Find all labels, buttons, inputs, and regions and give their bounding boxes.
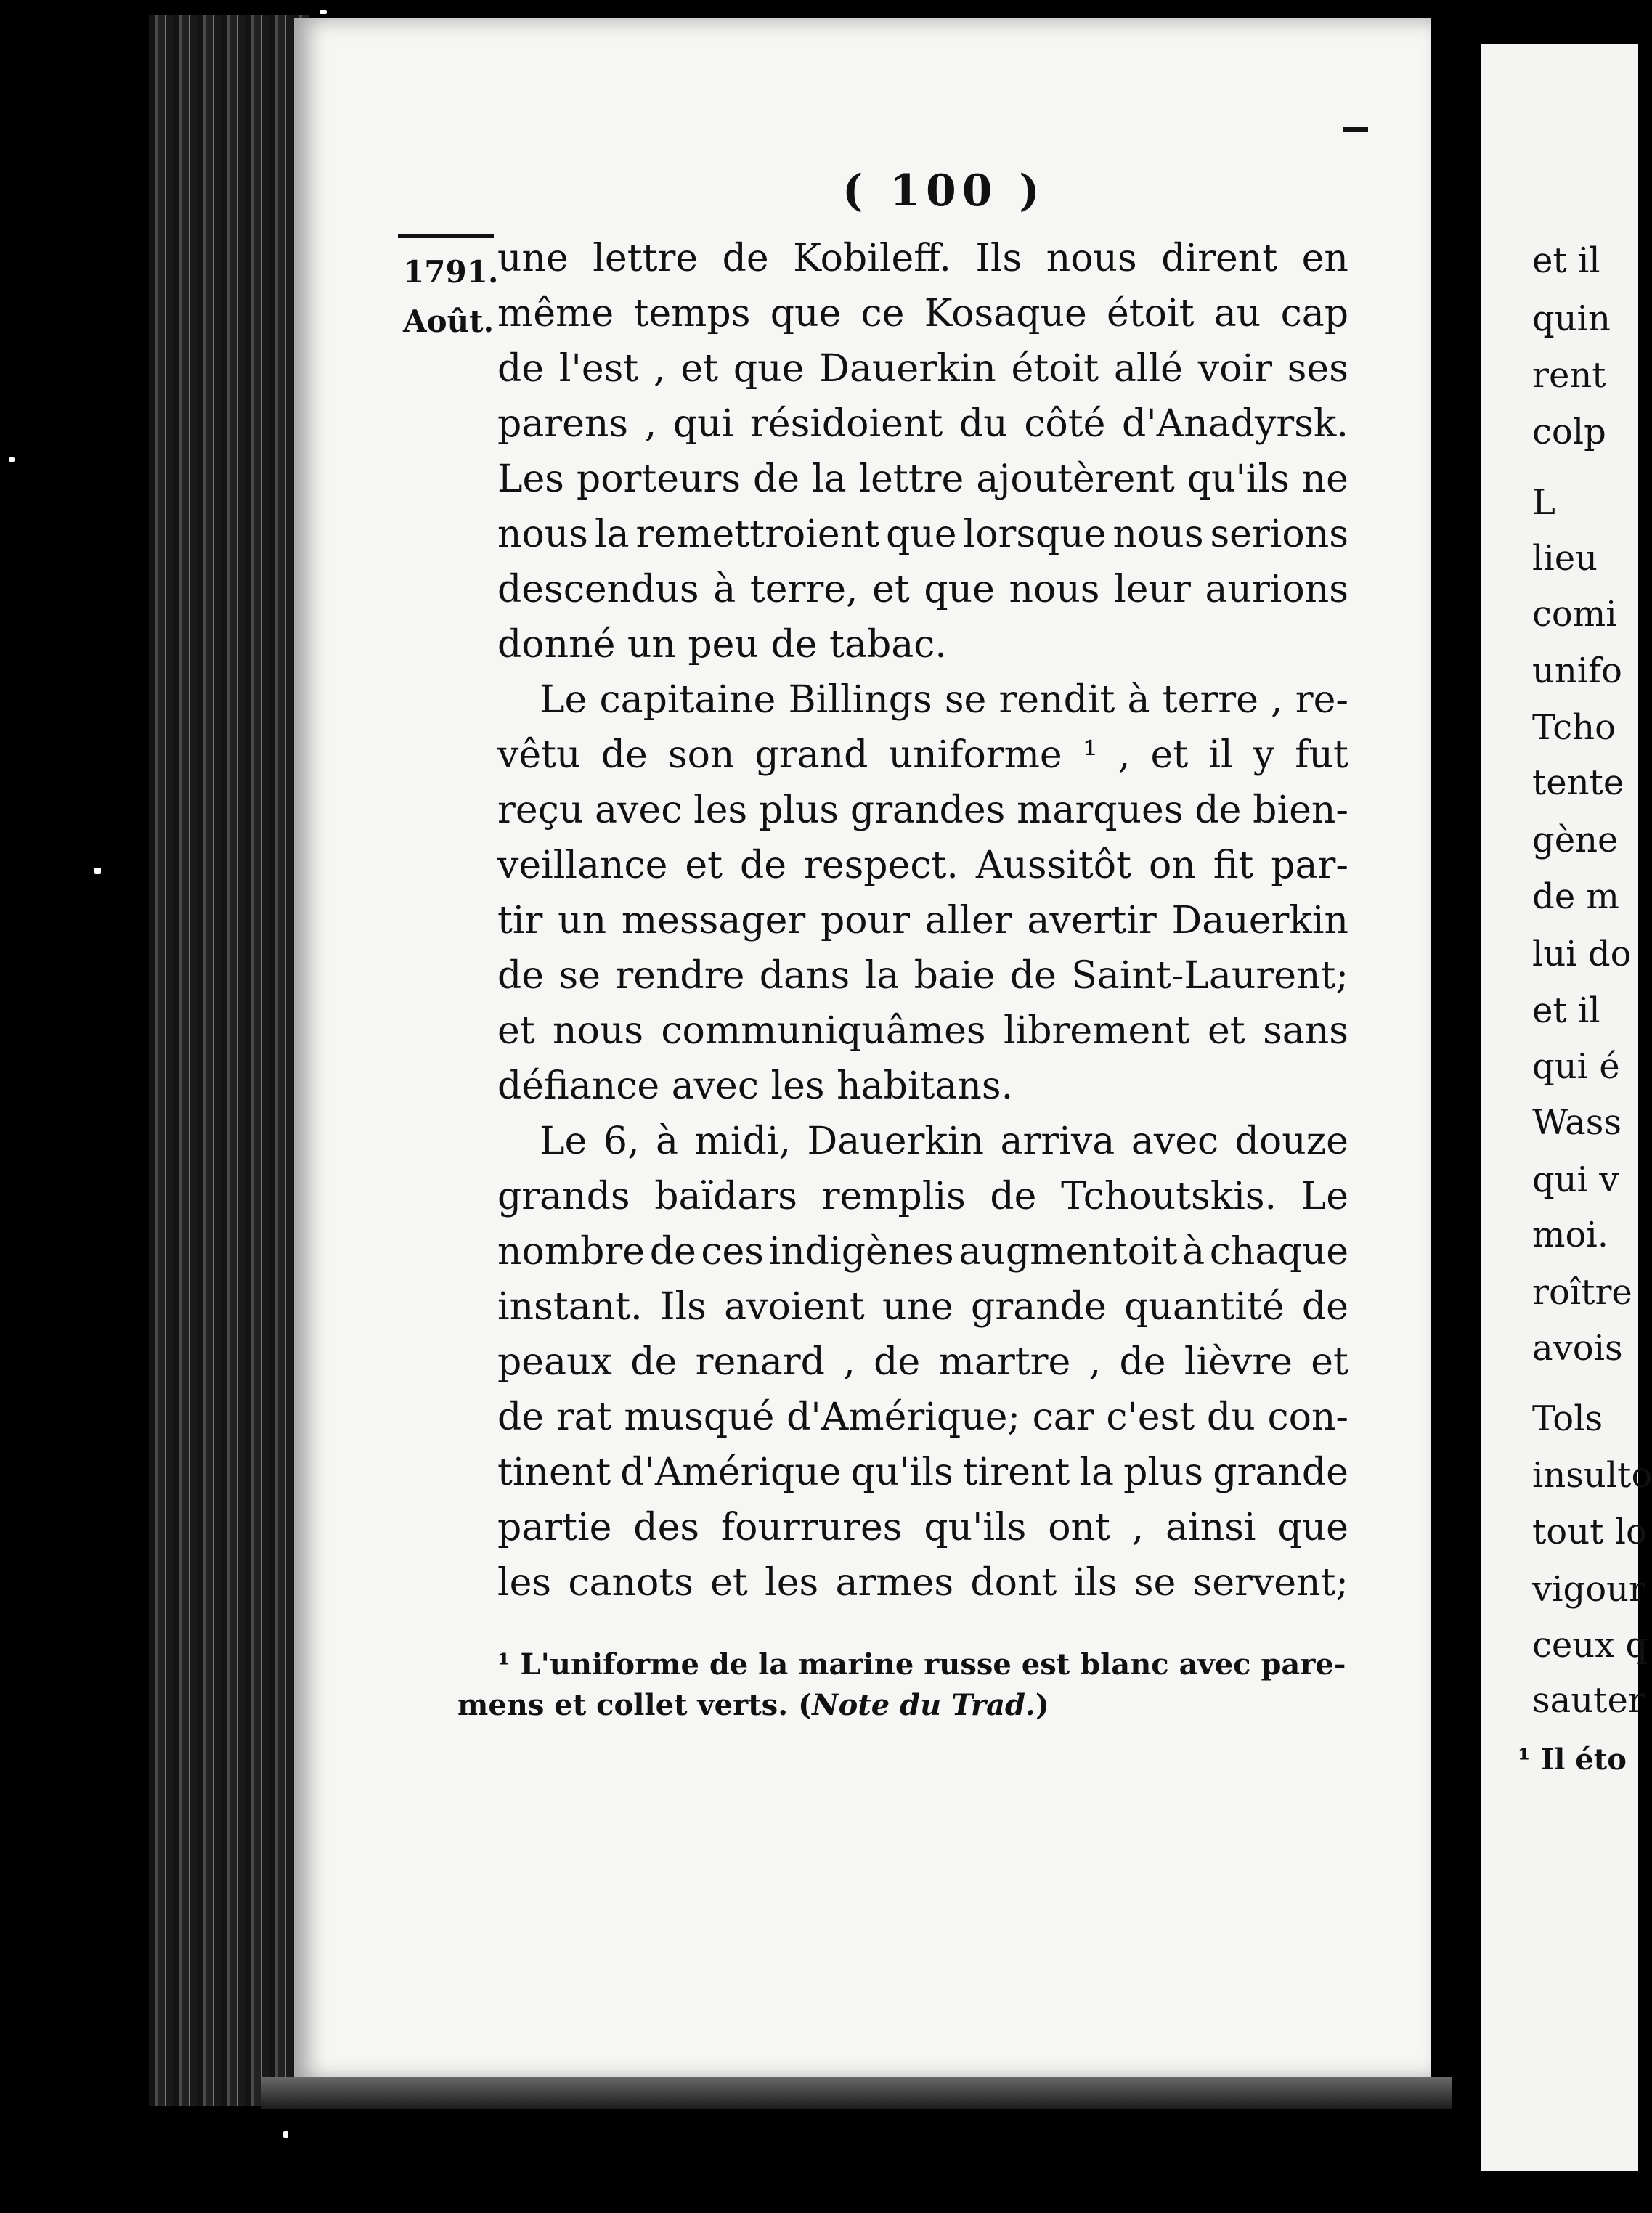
facing-page-line: comi	[1532, 594, 1617, 635]
text-line: descendus à terre, et que nous leur aurions	[497, 568, 1348, 611]
text-line: peaux de renard , de martre , de lièvre et	[497, 1340, 1348, 1384]
footnote-paren-open: (	[798, 1688, 813, 1722]
facing-page-line: lieu	[1532, 538, 1598, 579]
margin-rule	[398, 234, 494, 238]
text-line: de se rendre dans la baie de Saint-Laurent;	[497, 954, 1348, 998]
facing-page-line: gène	[1532, 820, 1619, 860]
facing-page-line: rent	[1532, 355, 1606, 396]
text-line: donné un peu de tabac.	[497, 623, 947, 667]
text-line: grands baïdars remplis de Tchoutskis. Le	[497, 1175, 1348, 1218]
facing-page-line: qui é	[1532, 1046, 1620, 1087]
facing-page-line: lui do	[1532, 934, 1632, 974]
facing-page-line: roître	[1532, 1272, 1632, 1313]
text-line: parens , qui résidoient du côté d'Anadyrsk.	[497, 402, 1348, 446]
text-line: tir un messager pour aller avertir Dauerkin	[497, 899, 1348, 942]
text-line: une lettre de Kobileff. Ils nous dirent en	[497, 237, 1348, 280]
facing-page-line: Tols	[1532, 1398, 1603, 1439]
translator-note: Note du Trad.	[812, 1688, 1035, 1722]
facing-page-line: Wass	[1532, 1102, 1622, 1143]
facing-page-line: et il	[1532, 990, 1600, 1031]
text-line: les canots et les armes dont ils se servent;	[497, 1561, 1348, 1605]
scan-speck	[94, 868, 101, 874]
facing-page-line: quin	[1532, 298, 1611, 339]
facing-page-line: tente	[1532, 762, 1624, 803]
page-number: ( 100 )	[842, 166, 1046, 216]
footnote-text-1: ¹ L'uniforme de la marine russe est blanc avec pare-	[497, 1647, 1346, 1682]
facing-page-line: et il	[1532, 240, 1600, 281]
text-line: nous la remettroient que lorsque nous serions	[497, 513, 1348, 556]
page-edge-shadow	[261, 2077, 1452, 2109]
text-line: de l'est , et que Dauerkin étoit allé voir ses	[497, 347, 1348, 391]
text-line: instant. Ils avoient une grande quantité de	[497, 1285, 1348, 1329]
facing-page-line: insulto	[1532, 1455, 1652, 1496]
facing-page-line: sauter	[1532, 1680, 1645, 1721]
facing-page-line: Tcho	[1532, 707, 1616, 748]
text-line: Le capitaine Billings se rendit à terre , re-	[540, 678, 1348, 722]
footnote-attribution	[798, 1685, 1049, 1726]
scan-speck	[283, 2131, 288, 2138]
facing-page-line: moi.	[1532, 1215, 1609, 1255]
text-line: Les porteurs de la lettre ajoutèrent qu'ils ne	[497, 457, 1348, 501]
body-text	[497, 231, 1348, 1610]
margin-year: 1791.	[403, 254, 499, 290]
footnote	[457, 1645, 1351, 1726]
facing-page-line: unifo	[1532, 651, 1622, 691]
text-line: de rat musqué d'Amérique; car c'est du con-	[497, 1395, 1348, 1439]
text-line: veillance et de respect. Aussitôt on fit par-	[497, 844, 1348, 887]
facing-page-line: avois	[1532, 1328, 1623, 1369]
facing-page-line: tout lo	[1532, 1512, 1647, 1552]
facing-page-line: de m	[1532, 876, 1619, 917]
facing-page-line: L	[1532, 482, 1555, 523]
text-line: même temps que ce Kosaque étoit au cap	[497, 292, 1348, 335]
ink-mark	[1343, 127, 1368, 132]
scan-speck	[9, 457, 15, 462]
footnote-paren-close: )	[1035, 1688, 1049, 1722]
footnote-line	[457, 1645, 1351, 1685]
facing-page-line: vigour	[1532, 1569, 1645, 1610]
text-line: Le 6, à midi, Dauerkin arriva avec douze	[540, 1120, 1348, 1163]
text-line: défiance avec les habitans.	[497, 1064, 1014, 1108]
text-line: reçu avec les plus grandes marques de bien-	[497, 788, 1348, 832]
text-line: et nous communiquâmes librement et sans	[497, 1009, 1348, 1053]
footnote-text-2: mens et collet verts.	[457, 1688, 789, 1722]
text-line: nombre de ces indigènes augmentoit à chaque	[497, 1230, 1348, 1273]
facing-page-line: qui v	[1532, 1160, 1619, 1200]
facing-page-line: colp	[1532, 412, 1606, 452]
book-binding	[149, 15, 309, 2106]
text-line: vêtu de son grand uniforme ¹ , et il y fut	[497, 733, 1348, 777]
text-line: partie des fourrures qu'ils ont , ainsi que	[497, 1506, 1348, 1549]
facing-page-line: ceux q	[1532, 1625, 1648, 1666]
text-line: tinent d'Amérique qu'ils tirent la plus grande	[497, 1451, 1348, 1494]
margin-month: Août.	[403, 303, 495, 339]
facing-page	[1481, 44, 1652, 2171]
facing-page-line: ¹ Il éto	[1518, 1743, 1627, 1777]
scan-speck	[320, 10, 327, 14]
footnote-line	[457, 1685, 1351, 1726]
